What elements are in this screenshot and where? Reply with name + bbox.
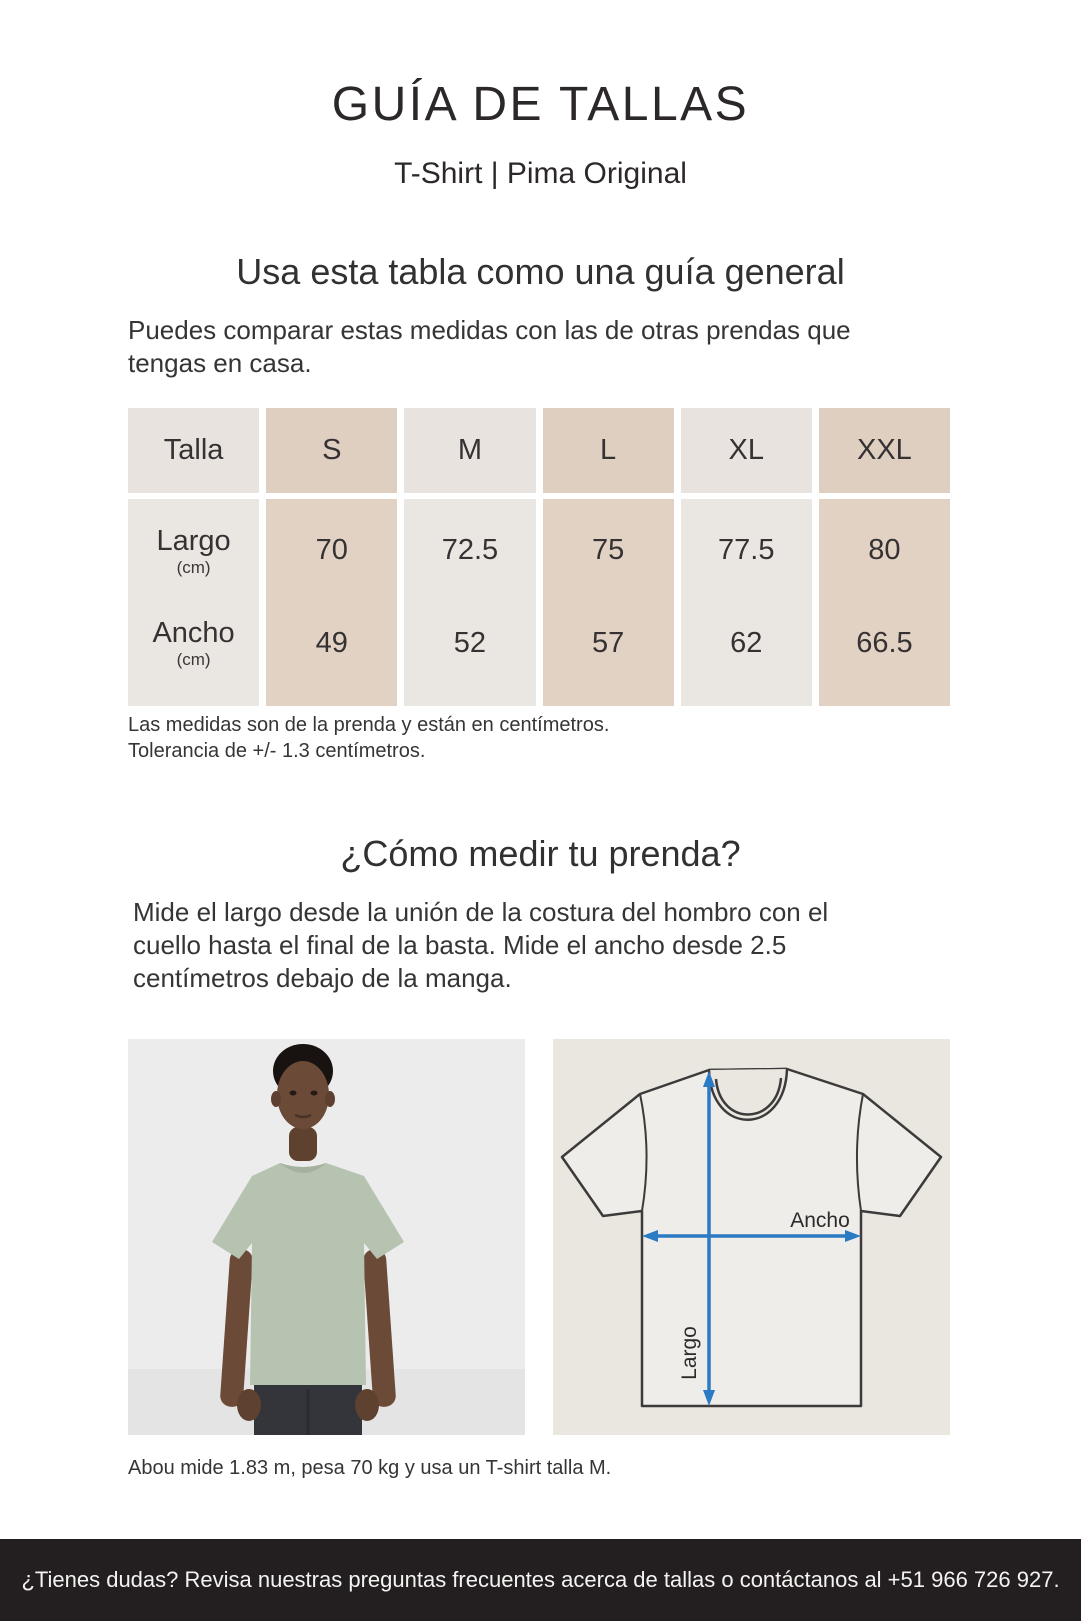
model-left-hand <box>237 1389 261 1421</box>
model-face <box>277 1061 329 1129</box>
row-label-largo-text: Largo <box>156 524 231 557</box>
row-label-largo <box>128 499 259 602</box>
cell-largo-xl: 77.5 <box>718 534 775 566</box>
table-header-s: S <box>266 408 397 493</box>
guide-intro <box>128 314 851 380</box>
cell-largo-xxl: 80 <box>868 534 901 566</box>
size-table <box>128 408 950 706</box>
cell-ancho-l: 57 <box>591 626 625 659</box>
measure-intro <box>133 896 828 995</box>
table-header-m: M <box>404 408 535 493</box>
cell-largo-l: 75 <box>591 534 625 566</box>
measure-intro-line-3: centímetros debajo de la manga. <box>133 963 512 993</box>
guide-heading: Usa esta tabla como una guía general <box>236 251 845 292</box>
cell-ancho-m: 52 <box>453 626 487 659</box>
guide-intro-line-1: Puedes comparar estas medidas con las de otras prendas que <box>128 315 851 345</box>
size-table-notes <box>128 712 609 764</box>
table-body-talla <box>128 499 259 706</box>
cell-largo-s: 70 <box>315 534 348 566</box>
table-body-s <box>266 499 397 706</box>
guide-intro-line-2: tengas en casa. <box>128 348 312 378</box>
table-column-l <box>543 408 674 706</box>
model-neck <box>289 1127 317 1161</box>
product-subtitle: T-Shirt | Pima Original <box>394 157 687 190</box>
table-body-xl <box>681 499 812 706</box>
cell-ancho-s: 49 <box>315 626 348 659</box>
row-label-largo-unit: (cm) <box>176 557 211 577</box>
model-right-hand <box>355 1389 379 1421</box>
measure-diagram <box>553 1039 950 1435</box>
table-header-talla: Talla <box>128 408 259 493</box>
footer-text: ¿Tienes dudas? Revisa nuestras preguntas frecuentes acerca de tallas o contáctanos al +51 966 726 927. <box>21 1567 1060 1592</box>
footer-bar <box>0 1539 1081 1621</box>
table-column-xxl <box>819 408 950 706</box>
page-title: GUÍA DE TALLAS <box>331 78 750 131</box>
model-right-ear <box>325 1091 335 1107</box>
model-left-ear <box>271 1091 281 1107</box>
table-body-xxl <box>819 499 950 706</box>
table-body-l <box>543 499 674 706</box>
model-caption: Abou mide 1.83 m, pesa 70 kg y usa un T-shirt talla M. <box>128 1457 612 1479</box>
table-body-m <box>404 499 535 706</box>
measure-intro-line-1: Mide el largo desde la unión de la costura del hombro con el <box>133 897 829 927</box>
measure-heading: ¿Cómo medir tu prenda? <box>340 833 741 874</box>
table-column-talla <box>128 408 259 706</box>
model-photo-illustration <box>128 1039 525 1435</box>
model-left-eye <box>290 1091 297 1096</box>
table-column-xl <box>681 408 812 706</box>
table-header-l: L <box>543 408 674 493</box>
note-units: Las medidas son de la prenda y están en centímetros. <box>128 714 610 736</box>
ancho-label: Ancho <box>790 1209 850 1232</box>
cell-largo-m: 72.5 <box>441 534 499 566</box>
row-label-ancho-unit: (cm) <box>176 650 211 669</box>
table-column-m <box>404 408 535 706</box>
model-right-eye <box>311 1091 318 1096</box>
cell-ancho-xl: 62 <box>730 626 763 659</box>
measure-intro-line-2: cuello hasta el final de la basta. Mide el ancho desde 2.5 <box>133 930 787 960</box>
table-header-xxl: XXL <box>819 408 950 493</box>
note-tolerance: Tolerancia de +/- 1.3 centímetros. <box>128 740 426 762</box>
model-photo <box>128 1039 525 1435</box>
table-column-s <box>266 408 397 706</box>
row-label-ancho <box>128 602 259 706</box>
cell-ancho-xxl: 66.5 <box>856 626 913 659</box>
largo-label: Largo <box>678 1326 701 1380</box>
row-label-ancho-text: Ancho <box>152 617 235 649</box>
table-header-xl: XL <box>681 408 812 493</box>
measure-diagram-svg <box>553 1039 950 1435</box>
